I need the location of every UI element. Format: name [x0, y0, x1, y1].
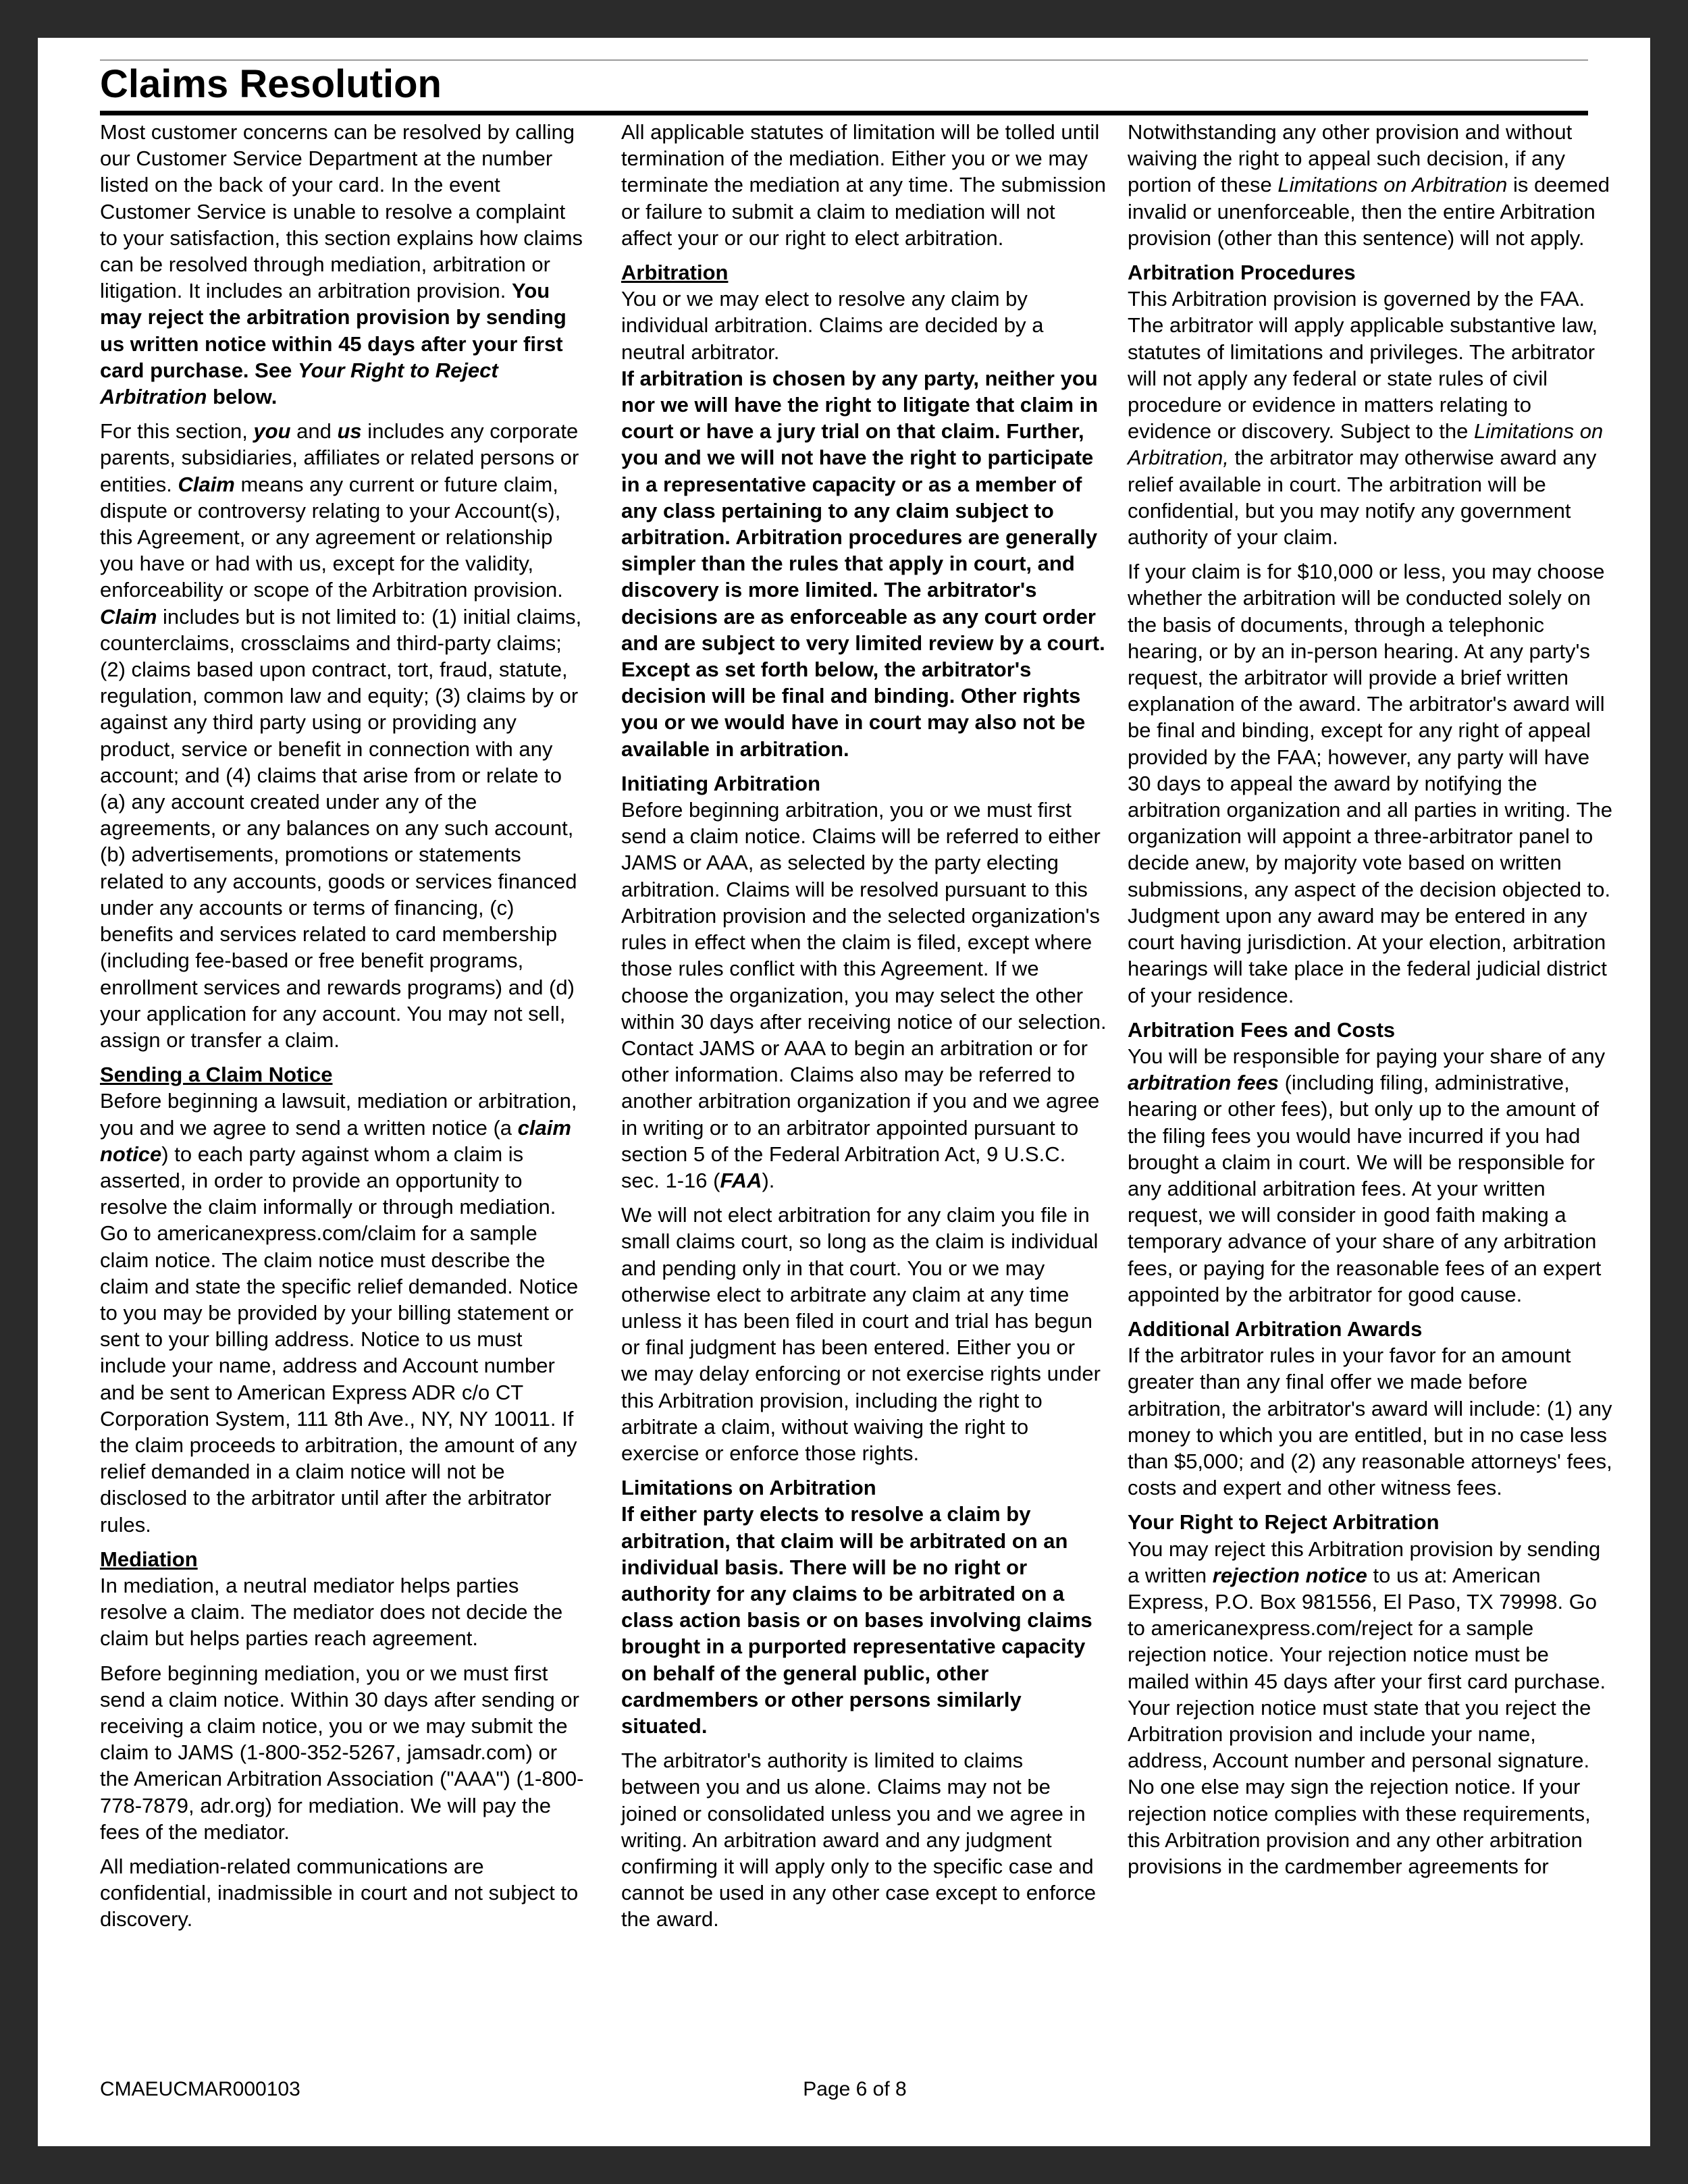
column-3	[1128, 119, 1614, 1888]
arbitration-paragraph: You or we may elect to resolve any claim by individual arbitration. Claims are decided by a neutral arbitrator.	[621, 287, 1044, 364]
tolling-paragraph: All applicable statutes of limitation will be tolled until termination of the mediation. Either you or we may terminate the mediation at any time. The submission or failure to submit a claim to mediation will not affect your or our right to elect arbitration.	[621, 120, 1106, 250]
mediation-paragraph-3: All mediation-related communications are confidential, inadmissible in court and not subject to discovery.	[100, 1855, 579, 1932]
claim-notice-paragraph: Before beginning a lawsuit, mediation or arbitration, you and we agree to send a written notice (a claim notice) to each party against whom a claim is asserted, in order to provide an opportunity to resolve the claim informally or through mediation. Go to americanexpress.com/claim for a sample claim notice. The claim notice must describe the claim and state the specific relief demanded. Notice to you may be provided by your billing statement or sent to your billing address. Notice to us must include your name, address and Account number and be sent to American Express ADR c/o CT Corporation System, 111 8th Ave., NY, NY 10011. If the claim proceeds to arbitration, the amount of any relief demanded in a claim notice will not be disclosed to the arbitrator until after the arbitrator rules.	[100, 1089, 579, 1537]
procedures-paragraph: This Arbitration provision is governed by the FAA. The arbitrator will apply applicable substantive law, statutes of limitations and privileges. The arbitrator will not apply any federal or state rules of civil procedure or evidence in matters relating to evidence or discovery. Subject to the Limitations on Arbitration, the arbitrator may otherwise award any relief available in court. The arbitration will be confidential, but you may notify any government authority of your claim.	[1128, 287, 1604, 550]
reject-heading: Your Right to Reject Arbitration	[1128, 1510, 1440, 1535]
initiating-arbitration-paragraph: Before beginning arbitration, you or we must first send a claim notice. Claims will be referred to either JAMS or AAA, as selected by the party electing arbitration. Claims will be resolved pursuant to this Arbitration provision and the selected organization's rules in effect when the claim is filed, except where those rules conflict with this Agreement. If we choose the organization, you may select the other within 30 days after receiving notice of our selection. Contact JAMS or AAA to begin an arbitration or for other information. Claims also may be referred to another arbitration organization if you and we agree in writing or to an arbitrator appointed pursuant to section 5 of the Federal Arbitration Act, 9 U.S.C. sec. 1-16 (FAA).	[621, 798, 1107, 1192]
intro-paragraph: Most customer concerns can be resolved by calling our Customer Service Department at the number listed on the back of your card. In the event Customer Service is unable to resolve a complaint to your satisfaction, this section explains how claims can be resolved through mediation, arbitration or litigation. It includes an arbitration provision. You may reject the arbitration provision by sending us written notice within 45 days after your first card purchase. See Your Right to Reject Arbitration below.	[100, 120, 583, 409]
reject-paragraph: You may reject this Arbitration provision by sending a written rejection notice to us at: American Express, P.O. Box 981556, El Paso, TX 79998. Go to americanexpress.com/reject for a sample rejection notice. Your rejection notice must be mailed within 45 days after your first card purchase. Your rejection notice must state that you reject the Arbitration provision and include your name, address, Account number and personal signature. No one else may sign the rejection notice. If your rejection notice complies with these requirements, this Arbitration provision and any other arbitration provisions in the cardmember agreements for	[1128, 1537, 1606, 1878]
arbitration-bold-paragraph: If arbitration is chosen by any party, neither you nor we will have the right to litigate that claim in court or have a jury trial on that claim. Further, you and we will not have the right to participate in a representative capacity or as a member of any class pertaining to any claim subject to arbitration. Arbitration procedures are generally simpler than the rules that apply in court, and discovery is more limited. The arbitrator's decisions are as enforceable as any court order and are subject to very limited review by a court. Except as set forth below, the arbitrator's decision will be final and binding. Other rights you or we would have in court may also not be available in arbitration.	[621, 366, 1105, 761]
column-1	[100, 119, 586, 1941]
authority-paragraph: The arbitrator's authority is limited to claims between you and us alone. Claims may not be joined or consolidated unless you and we agree in writing. An arbitration award and any judgment confirming it will apply only to the specific case and cannot be used in any other case except to enforce the award.	[621, 1749, 1097, 1932]
mediation-paragraph-2: Before beginning mediation, you or we must first send a claim notice. Within 30 days after sending or receiving a claim notice, you or we may submit the claim to JAMS (1-800-352-5267, jamsadr.com) or the American Arbitration Association ("AAA") (1-800-778-7879, adr.org) for mediation. We will pay the fees of the mediator.	[100, 1661, 584, 1844]
document-page	[38, 38, 1650, 2146]
awards-paragraph: If the arbitrator rules in your favor for an amount greater than any final offer we made before arbitration, the arbitrator's award will include: (1) any money to which you are entitled, but in no case less than $5,000; and (2) any reasonable attorneys' fees, costs and expert and other witness fees.	[1128, 1343, 1612, 1500]
definitions-paragraph: For this section, you and us includes any corporate parents, subsidiaries, affiliates or related persons or entities. Claim means any current or future claim, dispute or controversy relating to your Account(s), this Agreement, or any agreement or relationship you have or had with us, except for the validity, enforceability or scope of the Arbitration provision. Claim includes but is not limited to: (1) initial claims, counterclaims, crossclaims and third-party claims; (2) claims based upon contract, tort, fraud, statute, regulation, common law and equity; (3) claims by or against any third party using or providing any product, service or benefit in connection with any account; and (4) claims that arise from or relate to (a) any account created under any of the agreements, or any balances on any such account, (b) advertisements, promotions or statements related to any accounts, goods or services financed under any accounts or terms of financing, (c) benefits and services related to card membership (including fee-based or free benefit programs, enrollment services and rewards programs) and (d) your application for any account. You may not sell, assign or transfer a claim.	[100, 419, 582, 1052]
limitations-bold-paragraph: If either party elects to resolve a claim by arbitration, that claim will be arbitrated on an individual basis. There will be no right or authority for any claims to be arbitrated on a class action basis or on bases involving claims brought in a purported representative capacity on behalf of the general public, other cardmembers or other persons similarly situated.	[621, 1502, 1092, 1738]
mediation-paragraph-1: In mediation, a neutral mediator helps parties resolve a claim. The mediator does not decide the claim but helps parties reach agreement.	[100, 1573, 563, 1651]
mediation-heading: Mediation	[100, 1547, 198, 1571]
document-code: CMAEUCMAR000103	[100, 2078, 300, 2100]
limitations-heading: Limitations on Arbitration	[621, 1476, 876, 1500]
awards-heading: Additional Arbitration Awards	[1128, 1316, 1423, 1341]
column-2	[621, 119, 1107, 1941]
fees-paragraph: You will be responsible for paying your share of any arbitration fees (including filing, administrative, hearing or other fees), but only up to the amount of the filing fees you would have incurred if you had brought a claim in court. We will be responsible for any additional arbitration fees. At your written request, we will consider in good faith making a temporary advance of your share of any arbitration fees, or paying for the reasonable fees of an expert appointed by the arbitrator for good cause.	[1128, 1044, 1606, 1306]
initiating-arbitration-heading: Initiating Arbitration	[621, 771, 821, 795]
small-claim-amount-paragraph: If your claim is for $10,000 or less, you may choose whether the arbitration will be conducted solely on the basis of documents, through a telephonic hearing, or by an in-person hearing. At any party's request, the arbitrator will provide a brief written explanation of the award. The arbitrator's award will be final and binding, except for any right of appeal provided by the FAA; however, any party will have 30 days to appeal the award by notifying the arbitration organization and all parties in writing. The organization will appoint a three-arbitrator panel to decide anew, by majority vote based on written submissions, any aspect of the decision objected to. Judgment upon any award may be entered in any court having jurisdiction. At your election, arbitration hearings will take place in the federal judicial district of your residence.	[1128, 560, 1612, 1007]
procedures-heading: Arbitration Procedures	[1128, 261, 1356, 285]
fees-heading: Arbitration Fees and Costs	[1128, 1017, 1396, 1042]
title-rule	[100, 111, 1588, 115]
arbitration-heading: Arbitration	[621, 261, 729, 285]
page-title: Claims Resolution	[100, 62, 442, 106]
claim-notice-heading: Sending a Claim Notice	[100, 1063, 333, 1087]
notwithstanding-paragraph: Notwithstanding any other provision and without waiving the right to appeal such decision, if any portion of these Limitations on Arbitration is deemed invalid or unenforceable, then the entire Arbitration provision (other than this sentence) will not apply.	[1128, 120, 1610, 250]
small-claims-paragraph: We will not elect arbitration for any claim you file in small claims court, so long as the claim is individual and pending only in that court. You or we may otherwise elect to arbitrate any claim at any time unless it has been filed in court and trial has begun or final judgment has been entered. Either you or we may delay enforcing or not exercise rights under this Arbitration provision, including the right to arbitrate a claim, without waiving the right to exercise or enforce those rights.	[621, 1203, 1101, 1465]
page-number: Page 6 of 8	[803, 2078, 907, 2100]
